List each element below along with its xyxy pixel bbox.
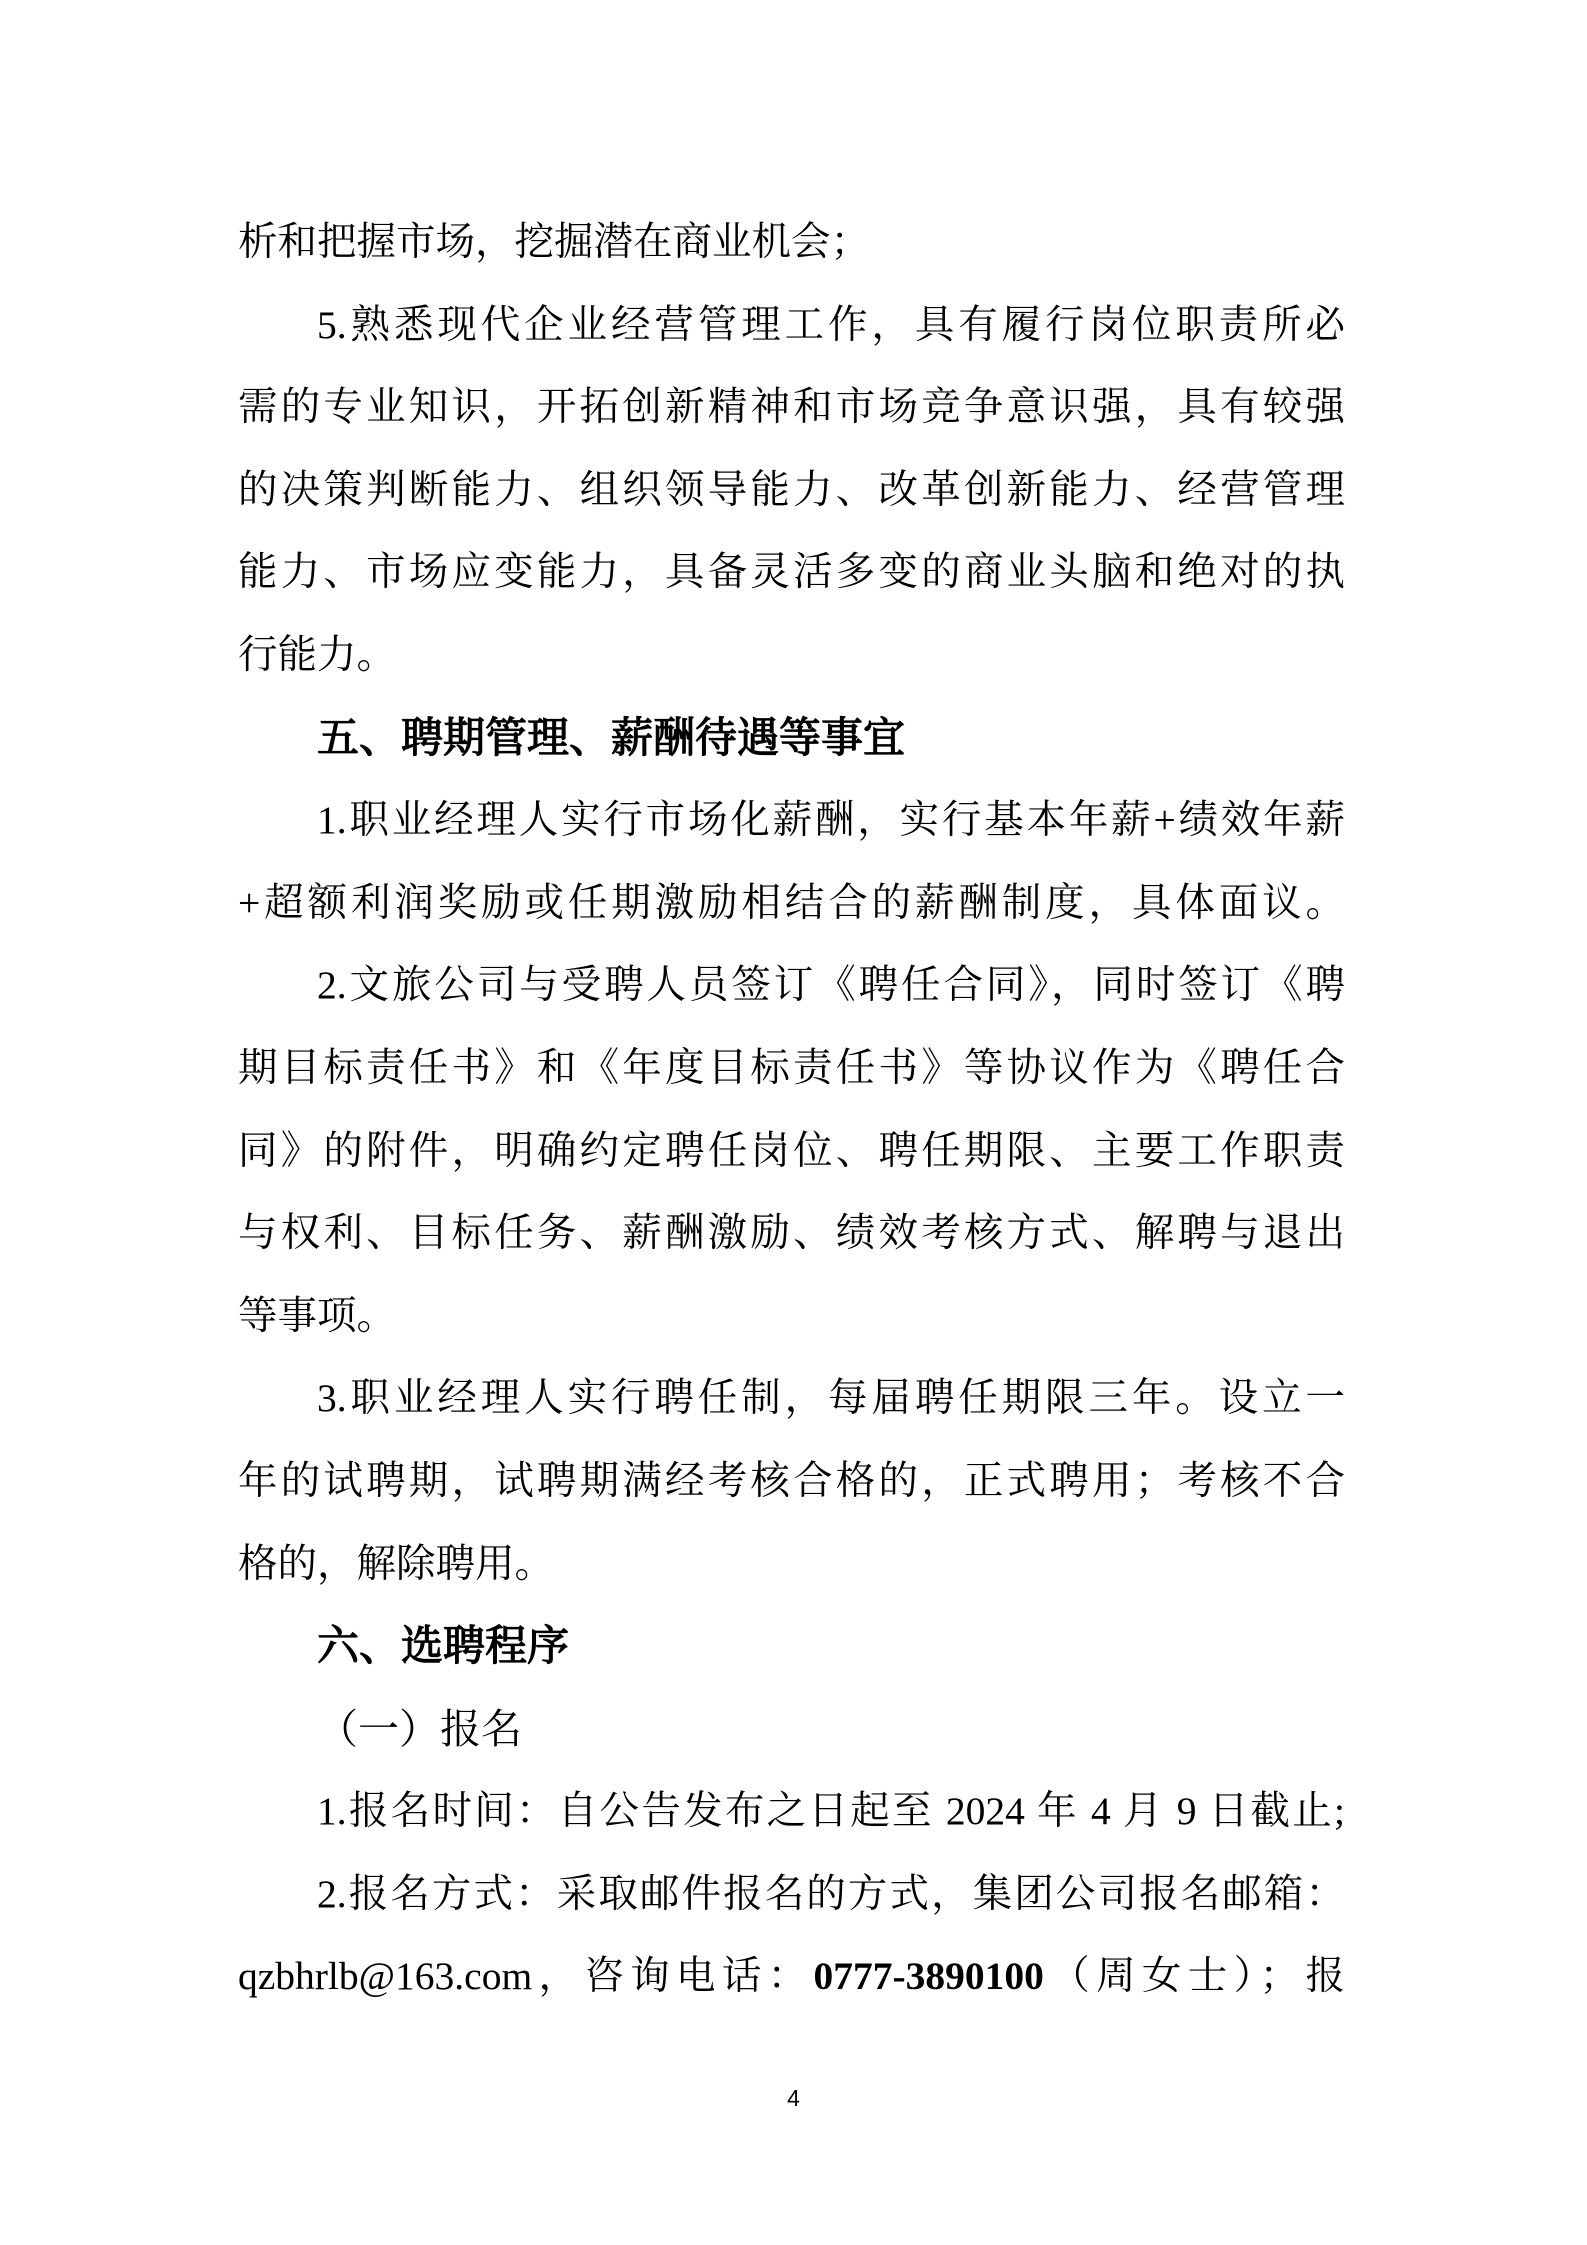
para5-line: 5.熟悉现代企业经营管理工作，具有履行岗位职责所必 xyxy=(317,302,1345,347)
section5-item2-line: 同》的附件，明确约定聘任岗位、聘任期限、主要工作职责 xyxy=(238,1128,1345,1173)
section5-item2-line: 期目标责任书》和《年度目标责任书》等协议作为《聘任合 xyxy=(238,1045,1345,1090)
page-number: 4 xyxy=(787,2085,800,2111)
section5-item2-line: 2.文旅公司与受聘人员签订《聘任合同》，同时签订《聘 xyxy=(317,963,1345,1008)
para4-continuation-line: 析和把握市场，挖掘潜在商业机会； xyxy=(238,220,870,264)
section5-item1-line: +超额利润奖励或任期激励相结合的薪酬制度，具体面议。 xyxy=(238,880,1345,925)
document-body xyxy=(238,201,1345,2018)
section5-item3-line: 3.职业经理人实行聘任制，每届聘任期限三年。设立一 xyxy=(317,1376,1345,1421)
phone-number: 0777-3890100 xyxy=(813,1954,1044,1999)
subsection-6-1-heading: （一）报名 xyxy=(317,1705,522,1752)
section-6-heading: 六、选聘程序 xyxy=(317,1622,570,1670)
para5-line: 的决策判断能力、组织领导能力、改革创新能力、经营管理 xyxy=(238,467,1345,512)
section-5-heading: 五、聘期管理、薪酬待遇等事宜 xyxy=(317,713,906,761)
registration-time-line: 1.报名时间：自公告发布之日起至 2024 年 4 月 9 日截止; xyxy=(317,1789,1345,1834)
section5-item2-line: 等事项。 xyxy=(238,1293,396,1338)
contact-line xyxy=(238,1935,1345,2018)
contact-suffix: （周女士）；报 xyxy=(1043,1954,1345,1999)
para5-line: 行能力。 xyxy=(238,632,396,677)
email-address: qzbhrlb@163.com，咨询电话： xyxy=(238,1954,814,1999)
section5-item3-line: 格的，解除聘用。 xyxy=(238,1541,554,1586)
section5-item3-line: 年的试聘期，试聘期满经考核合格的，正式聘用；考核不合 xyxy=(238,1458,1345,1503)
section5-item2-line: 与权利、目标任务、薪酬激励、绩效考核方式、解聘与退出 xyxy=(238,1211,1345,1256)
registration-method-line: 2.报名方式：采取邮件报名的方式，集团公司报名邮箱： xyxy=(317,1871,1345,1916)
para5-line: 需的专业知识，开拓创新精神和市场竞争意识强，具有较强 xyxy=(238,385,1345,430)
section5-item1-line: 1.职业经理人实行市场化薪酬，实行基本年薪+绩效年薪 xyxy=(317,798,1345,843)
para5-line: 能力、市场应变能力，具备灵活多变的商业头脑和绝对的执 xyxy=(238,550,1345,595)
